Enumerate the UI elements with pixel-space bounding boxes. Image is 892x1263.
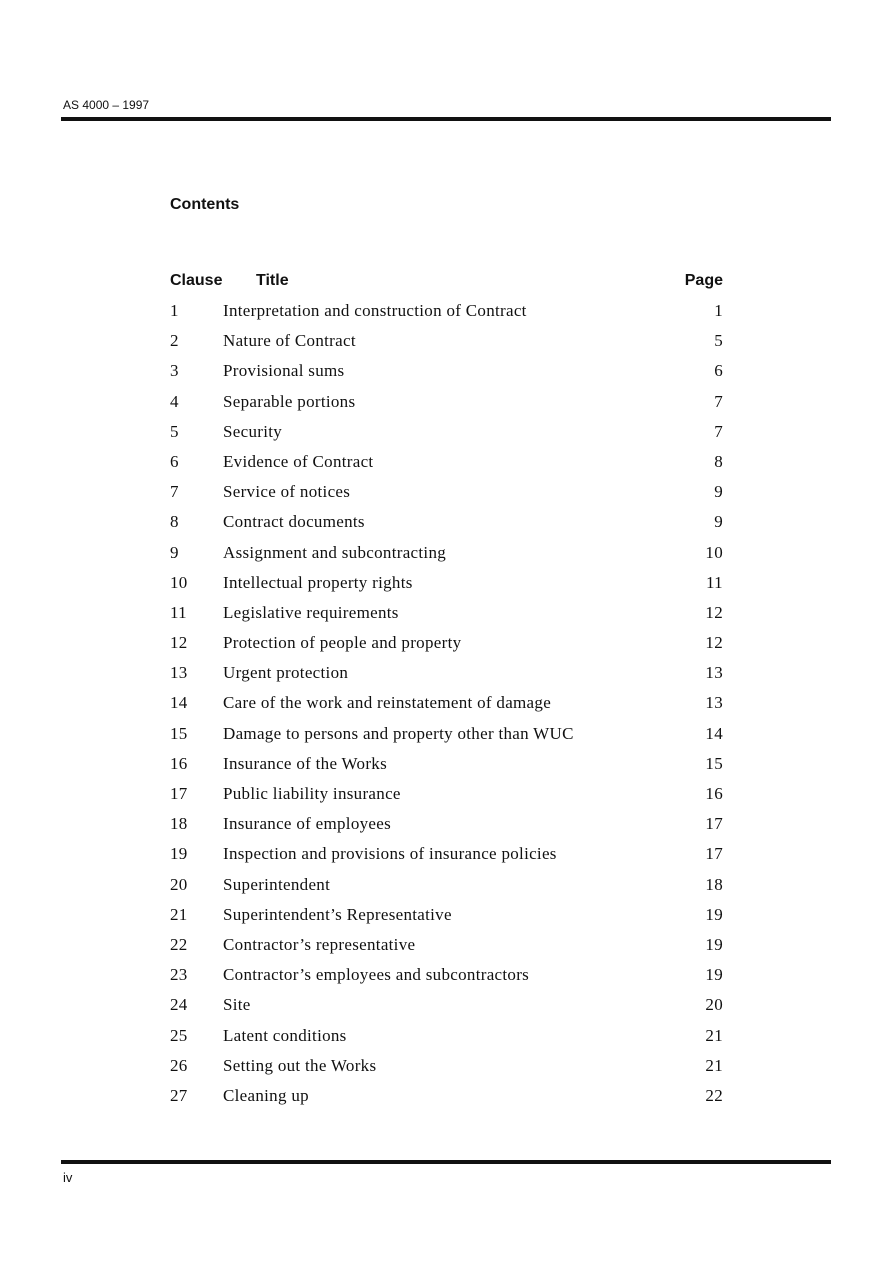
clause-number: 14 [170,693,188,713]
page-reference: 14 [705,723,723,743]
clause-title: Provisional sums [223,361,345,381]
toc-entry [170,934,723,964]
page-reference: 9 [714,512,723,532]
clause-number: 1 [170,301,179,320]
page-reference: 20 [705,995,723,1015]
page-reference: 16 [705,784,723,803]
clause-number: 13 [170,663,188,683]
clause-number: 6 [170,451,179,471]
page-reference: 11 [706,572,723,592]
clause-title: Contract documents [223,512,365,532]
clause-title: Service of notices [223,482,351,502]
toc-entry [170,662,723,692]
toc-entry [170,964,723,994]
toc-entry [170,542,723,572]
page-reference: 19 [705,965,723,985]
clause-title: Contractor’s employees and subcontractors [223,965,530,985]
toc-entry [170,874,723,904]
clause-number: 21 [170,904,188,924]
clause-title: Insurance of the Works [223,753,388,773]
clause-number: 12 [170,633,188,653]
toc-entry [170,602,723,632]
page-reference: 8 [714,451,723,471]
toc-entry [170,360,723,390]
page-reference: 6 [714,361,723,381]
page-reference: 17 [705,844,723,864]
clause-title: Intellectual property rights [223,572,413,592]
clause-number: 2 [170,331,179,351]
page-number: iv [63,1170,73,1185]
toc-entry [170,843,723,873]
clause-number: 7 [170,482,179,502]
page-reference: 10 [705,542,723,562]
clause-number: 5 [170,421,179,441]
clause-number: 11 [170,602,187,622]
page-reference: 1 [714,301,723,320]
clause-number: 9 [170,542,179,562]
page-reference: 7 [714,421,723,441]
page-column-header: Page [684,272,723,289]
page-reference: 5 [714,331,723,351]
clause-number: 20 [170,874,188,894]
toc-entry [170,421,723,451]
page-reference: 12 [705,602,723,622]
page-reference: 15 [705,753,723,773]
clause-column-header: Clause [170,272,223,289]
clause-title: Assignment and subcontracting [223,542,447,562]
clause-number: 18 [170,814,188,834]
clause-title: Superintendent’s Representative [223,904,452,924]
clause-number: 8 [170,512,179,532]
page-reference: 18 [705,874,723,894]
document-header: AS 4000 – 1997 [63,98,150,112]
clause-number: 16 [170,753,188,773]
toc-entry [170,994,723,1024]
toc-entry [170,511,723,541]
clause-title: Security [223,421,283,441]
clause-title: Site [223,995,251,1015]
clause-title: Insurance of employees [223,814,392,834]
clause-title: Separable portions [223,391,356,411]
clause-number: 15 [170,723,188,743]
toc-entry [170,783,723,813]
toc-entry [170,481,723,511]
toc-column-headers [170,270,723,292]
clause-title: Contractor’s representative [223,934,416,954]
page-reference: 12 [705,633,723,653]
header-rule [61,117,831,121]
page-reference: 21 [705,1055,723,1075]
page-reference: 19 [705,904,723,924]
toc-entry [170,904,723,934]
clause-number: 27 [170,1085,188,1105]
page-reference: 21 [705,1025,723,1045]
page-reference: 22 [705,1085,723,1105]
clause-title: Latent conditions [223,1025,347,1045]
title-column-header: Title [256,272,289,289]
page-reference: 19 [705,934,723,954]
page-reference: 13 [705,663,723,683]
toc-entry [170,632,723,662]
clause-title: Evidence of Contract [223,451,374,471]
toc-entry [170,391,723,421]
toc-entry [170,813,723,843]
contents-heading: Contents [170,196,240,213]
footer-rule [61,1160,831,1164]
toc-entry [170,1025,723,1055]
clause-number: 24 [170,995,188,1015]
clause-number: 4 [170,391,179,411]
page-reference: 7 [714,391,723,411]
page-reference: 17 [705,814,723,834]
toc-entries [170,300,723,1115]
toc-entry [170,300,723,330]
toc-entry [170,1055,723,1085]
clause-title: Interpretation and construction of Contract [223,301,527,320]
toc-entry [170,1085,723,1115]
clause-number: 25 [170,1025,188,1045]
clause-title: Legislative requirements [223,602,399,622]
clause-number: 17 [170,784,188,803]
clause-number: 23 [170,965,188,985]
toc-entry [170,723,723,753]
toc-entry [170,451,723,481]
clause-title: Damage to persons and property other than WUC [223,723,574,743]
clause-number: 26 [170,1055,188,1075]
clause-title: Setting out the Works [223,1055,377,1075]
clause-title: Care of the work and reinstatement of damage [223,693,552,713]
page-reference: 9 [714,482,723,502]
table-of-contents [170,270,723,1115]
clause-number: 10 [170,572,188,592]
clause-title: Cleaning up [223,1085,309,1105]
clause-title: Urgent protection [223,663,349,683]
clause-number: 3 [170,361,179,381]
clause-title: Superintendent [223,874,331,894]
toc-entry [170,330,723,360]
clause-title: Nature of Contract [223,331,356,351]
clause-number: 19 [170,844,188,864]
clause-title: Public liability insurance [223,784,401,803]
clause-number: 22 [170,934,188,954]
toc-entry [170,572,723,602]
toc-entry [170,692,723,722]
clause-title: Protection of people and property [223,633,462,653]
page-reference: 13 [705,693,723,713]
toc-entry [170,753,723,783]
clause-title: Inspection and provisions of insurance policies [223,844,557,864]
